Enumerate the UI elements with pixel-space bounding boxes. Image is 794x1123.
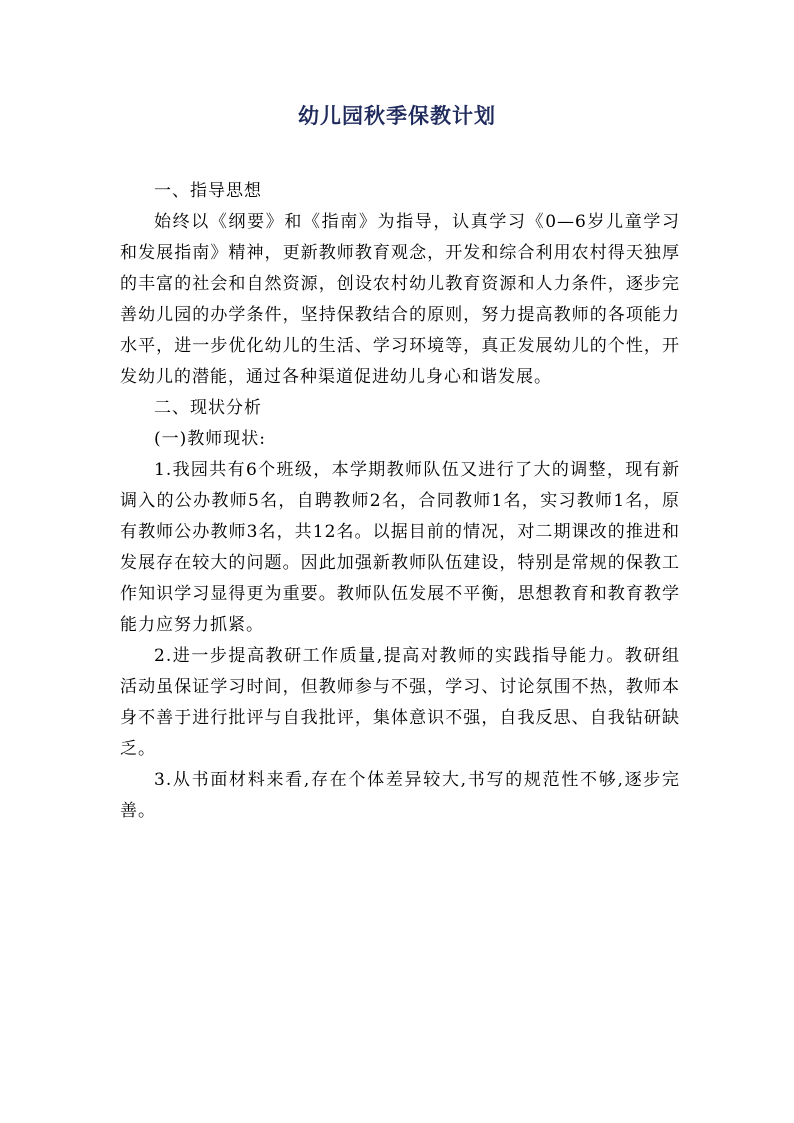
paragraph-teacher-status-1: 1.我园共有6个班级，本学期教师队伍又进行了大的调整，现有新调入的公办教师5名，自聘教师2名，合同教师1名，实习教师1名，原有教师公办教师3名，共12名。以据目前的情况，对二期课改的推进和发展存在较大的问题。因此加强新教师队伍建设，特别是常规的保教工作知识学习显得更为重要。教师队伍发展不平衡，思想教育和教育教学能力应努力抓紧。 (120, 460, 680, 635)
document-title: 幼儿园秋季保教计划 (298, 104, 496, 128)
paragraph-teacher-status-3: 3.从书面材料来看,存在个体差异较大,书写的规范性不够,逐步完善。 (120, 770, 680, 821)
document-body (120, 176, 680, 827)
section-heading-guiding-ideology: 一、指导思想 (154, 181, 262, 201)
subheading-teacher-status: (一)教师现状: (154, 429, 266, 449)
paragraph-teacher-status-2: 2.进一步提高教研工作质量,提高对教师的实践指导能力。教研组活动虽保证学习时间，但教师参与不强，学习、讨论氛围不热，教师本身不善于进行批评与自我批评，集体意识不强，自我反思、自我钻研缺乏。 (120, 646, 680, 759)
section-heading-status-analysis: 二、现状分析 (154, 398, 262, 418)
paragraph-guiding-ideology: 始终以《纲要》和《指南》为指导，认真学习《0—6岁儿童学习和发展指南》精神，更新教师教育观念，开发和综合利用农村得天独厚的丰富的社会和自然资源，创设农村幼儿教育资源和人力条件，逐步完善幼儿园的办学条件，坚持保教结合的原则，努力提高教师的各项能力水平，进一步优化幼儿的生活、学习环境等，真正发展幼儿的个性，开发幼儿的潜能，通过各种渠道促进幼儿身心和谐发展。 (120, 212, 680, 387)
